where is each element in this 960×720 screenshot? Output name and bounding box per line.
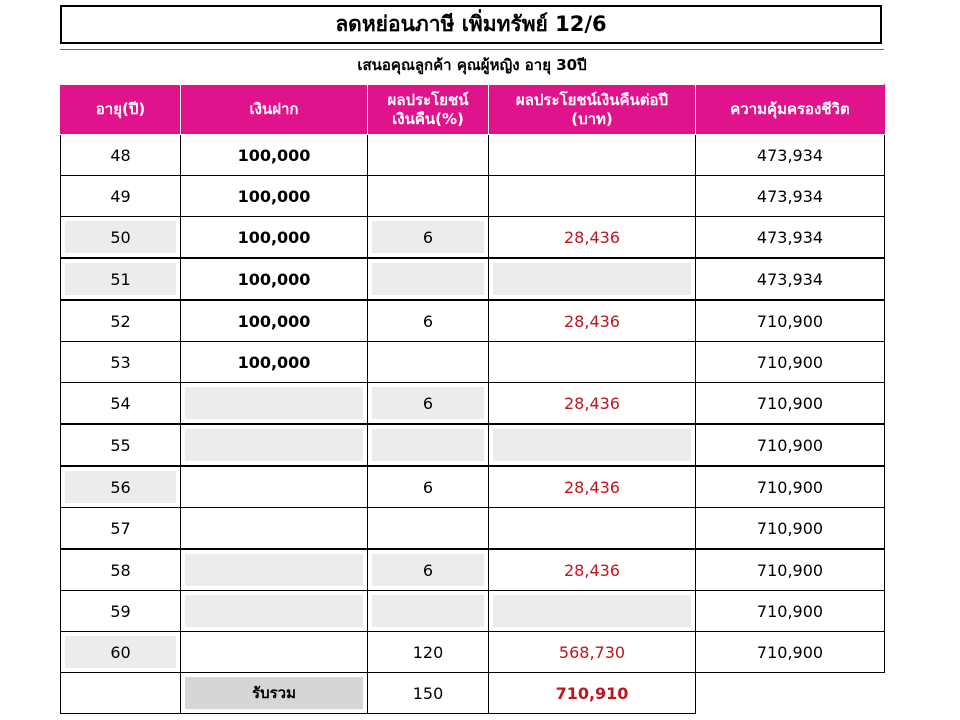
coverage-cell: 710,900: [696, 383, 885, 425]
refund-percent-cell: [368, 258, 489, 300]
refund-percent-cell: 6: [368, 549, 489, 591]
age-cell: 58: [61, 549, 181, 591]
header-refund-percent: [368, 85, 489, 135]
refund-amount-cell: 28,436: [489, 383, 696, 425]
refund-amount-cell: [489, 258, 696, 300]
page-subtitle: เสนอคุณลูกค้า คุณผู้หญิง อายุ 30ปี: [60, 49, 884, 79]
table-row: [61, 176, 885, 217]
header-age: อายุ(ปี): [61, 85, 181, 135]
age-cell: 52: [61, 300, 181, 342]
total-amount-cell: 710,910: [489, 673, 696, 714]
refund-amount-cell: [489, 508, 696, 550]
table-row: [61, 383, 885, 425]
deposit-cell: 100,000: [181, 342, 368, 383]
coverage-cell: 710,900: [696, 632, 885, 673]
total-row: [61, 673, 885, 714]
header-coverage: ความคุ้มครองชีวิต: [696, 85, 885, 135]
header-deposit: เงินฝาก: [181, 85, 368, 135]
coverage-cell: 473,934: [696, 258, 885, 300]
coverage-cell: 710,900: [696, 300, 885, 342]
page-title: ลดหย่อนภาษี เพิ่มทรัพย์ 12/6: [60, 5, 882, 44]
refund-amount-cell: 28,436: [489, 466, 696, 508]
age-cell: 55: [61, 424, 181, 466]
total-percent-cell: 150: [368, 673, 489, 714]
deposit-cell: [181, 549, 368, 591]
age-cell: 54: [61, 383, 181, 425]
refund-amount-cell: [489, 176, 696, 217]
refund-amount-cell: 28,436: [489, 300, 696, 342]
deposit-cell: 100,000: [181, 176, 368, 217]
refund-percent-cell: [368, 176, 489, 217]
refund-percent-cell: [368, 591, 489, 632]
header-refund-amount-line2: (บาท): [571, 109, 613, 128]
refund-amount-cell: [489, 135, 696, 176]
header-refund-percent-line1: ผลประโยชน์: [387, 90, 469, 109]
age-cell: 51: [61, 258, 181, 300]
table-row: [61, 135, 885, 176]
table-row: [61, 508, 885, 550]
table-row: [61, 632, 885, 673]
deposit-cell: 100,000: [181, 217, 368, 259]
age-cell: 60: [61, 632, 181, 673]
table-row: [61, 549, 885, 591]
table-row: [61, 591, 885, 632]
refund-percent-cell: [368, 342, 489, 383]
age-cell: 57: [61, 508, 181, 550]
refund-percent-cell: [368, 135, 489, 176]
refund-percent-cell: [368, 508, 489, 550]
age-cell: 59: [61, 591, 181, 632]
coverage-cell: 710,900: [696, 549, 885, 591]
refund-percent-cell: 6: [368, 466, 489, 508]
table-row: [61, 258, 885, 300]
refund-percent-cell: [368, 424, 489, 466]
coverage-cell: 473,934: [696, 217, 885, 259]
deposit-cell: [181, 632, 368, 673]
age-cell: 48: [61, 135, 181, 176]
deposit-cell: [181, 383, 368, 425]
refund-percent-cell: 6: [368, 217, 489, 259]
deposit-cell: [181, 508, 368, 550]
refund-percent-cell: 6: [368, 383, 489, 425]
coverage-cell: 473,934: [696, 135, 885, 176]
age-cell: 53: [61, 342, 181, 383]
total-empty-cell: [61, 673, 181, 714]
age-cell: 56: [61, 466, 181, 508]
coverage-cell: 710,900: [696, 342, 885, 383]
table-row: [61, 342, 885, 383]
refund-percent-cell: 6: [368, 300, 489, 342]
benefit-table: [60, 84, 885, 714]
table-header-row: [61, 85, 885, 135]
refund-percent-cell: 120: [368, 632, 489, 673]
refund-amount-cell: [489, 424, 696, 466]
table-row: [61, 466, 885, 508]
coverage-cell: 710,900: [696, 508, 885, 550]
refund-amount-cell: [489, 591, 696, 632]
table-row: [61, 217, 885, 259]
table-row: [61, 300, 885, 342]
age-cell: 50: [61, 217, 181, 259]
coverage-cell: 710,900: [696, 466, 885, 508]
deposit-cell: 100,000: [181, 258, 368, 300]
refund-amount-cell: 28,436: [489, 217, 696, 259]
deposit-cell: [181, 466, 368, 508]
deposit-cell: [181, 424, 368, 466]
header-refund-percent-line2: เงินคืน(%): [392, 109, 464, 128]
header-refund-amount-line1: ผลประโยชน์เงินคืนต่อปี: [515, 90, 669, 109]
table-row: [61, 424, 885, 466]
refund-amount-cell: 28,436: [489, 549, 696, 591]
deposit-cell: 100,000: [181, 300, 368, 342]
deposit-cell: 100,000: [181, 135, 368, 176]
refund-amount-cell: [489, 342, 696, 383]
age-cell: 49: [61, 176, 181, 217]
coverage-cell: 710,900: [696, 424, 885, 466]
total-blank-cell: [696, 673, 885, 714]
total-label-cell: รับรวม: [181, 673, 368, 714]
coverage-cell: 473,934: [696, 176, 885, 217]
header-refund-amount: [489, 85, 696, 135]
refund-amount-cell: 568,730: [489, 632, 696, 673]
deposit-cell: [181, 591, 368, 632]
coverage-cell: 710,900: [696, 591, 885, 632]
